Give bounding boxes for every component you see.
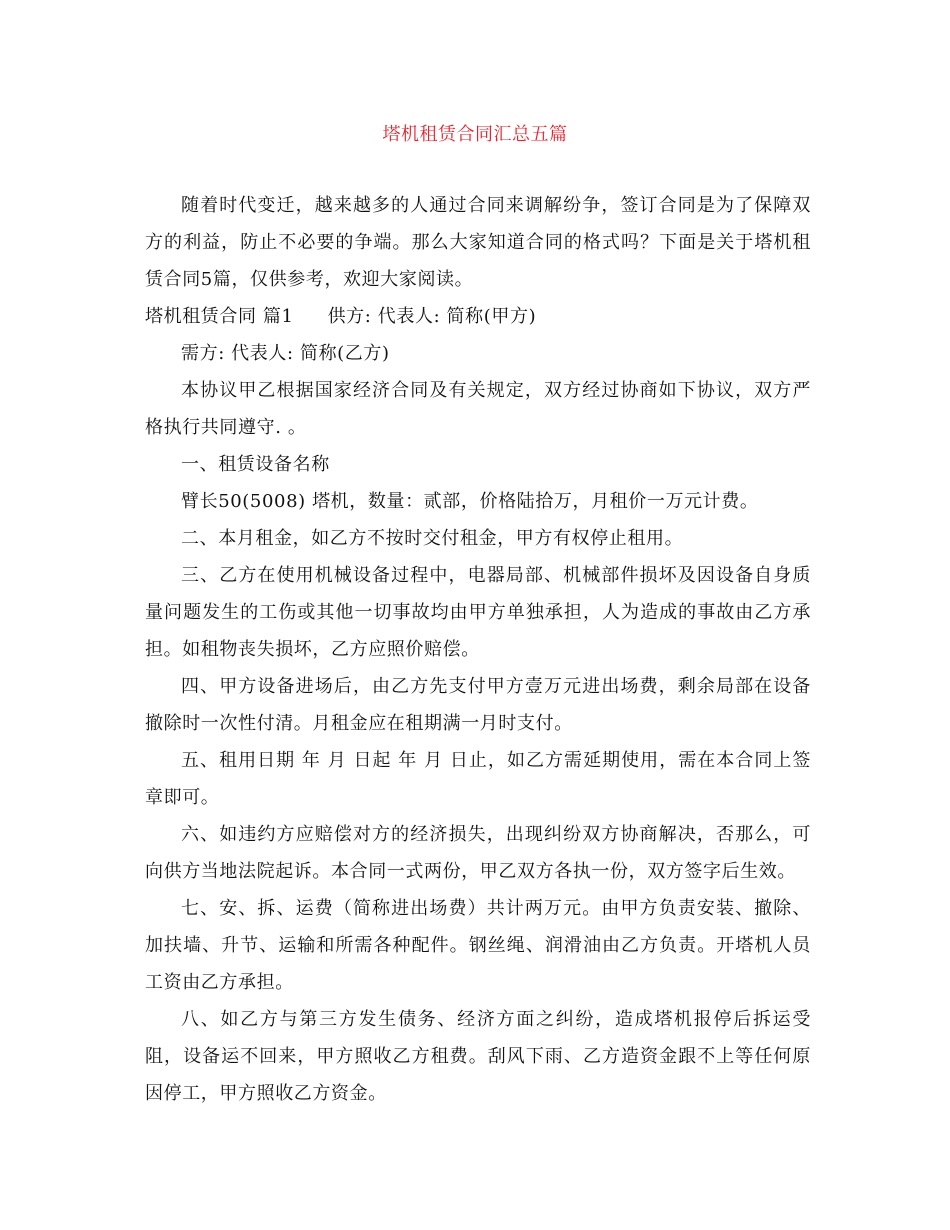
supplier-line: 供方: 代表人: 简称(甲方)	[327, 306, 537, 327]
document-body	[145, 187, 811, 1112]
agreement-paragraph: 本协议甲乙根据国家经济合同及有关规定，双方经过协商如下协议，双方严格执行共同遵守. 。	[145, 380, 811, 438]
section-heading-line	[145, 298, 811, 335]
document-title: 塔机租赁合同汇总五篇	[382, 124, 568, 145]
clause-2: 二、本月租金，如乙方不按时交付租金，甲方有权停止租用。	[181, 528, 684, 549]
clause-6: 六、如违约方应赔偿对方的经济损失，出现纠纷双方协商解决，否那么，可向供方当地法院起诉。本合同一式两份，甲乙双方各执一份，双方签字后生效。	[145, 824, 811, 882]
demander-line: 需方: 代表人: 简称(乙方)	[181, 343, 390, 364]
section-heading: 塔机租赁合同 篇1	[145, 306, 294, 327]
clause-1-detail: 臂长50(5008) 塔机，数量：贰部，价格陆拾万，月租价一万元计费。	[181, 491, 759, 512]
clause-5: 五、租用日期 年 月 日起 年 月 日止，如乙方需延期使用，需在本合同上签章即可。	[145, 750, 811, 808]
clause-7: 七、安、拆、运费（简称进出场费）共计两万元。由甲方负责安装、撤除、加扶墙、升节、运输和所需各种配件。钢丝绳、润滑油由乙方负责。开塔机人员工资由乙方承担。	[145, 898, 811, 993]
clause-3: 三、乙方在使用机械设备过程中，电器局部、机械部件损坏及因设备自身质量问题发生的工伤或其他一切事故均由甲方单独承担，人为造成的事故由乙方承担。如租物丧失损坏，乙方应照价赔偿。	[145, 565, 811, 660]
clause-4: 四、甲方设备进场后，由乙方先支付甲方壹万元进出场费，剩余局部在设备撤除时一次性付清。月租金应在租期满一月时支付。	[145, 676, 811, 734]
clause-8: 八、如乙方与第三方发生债务、经济方面之纠纷，造成塔机报停后拆运受阻，设备运不回来，甲方照收乙方租费。刮风下雨、乙方造资金跟不上等任何原因停工，甲方照收乙方资金。	[145, 1009, 811, 1104]
intro-paragraph: 随着时代变迁，越来越多的人通过合同来调解纷争，签订合同是为了保障双方的利益，防止不必要的争端。那么大家知道合同的格式吗？下面是关于塔机租赁合同5篇，仅供参考，欢迎大家阅读。	[145, 195, 811, 290]
clause-1-heading: 一、租赁设备名称	[181, 454, 330, 475]
